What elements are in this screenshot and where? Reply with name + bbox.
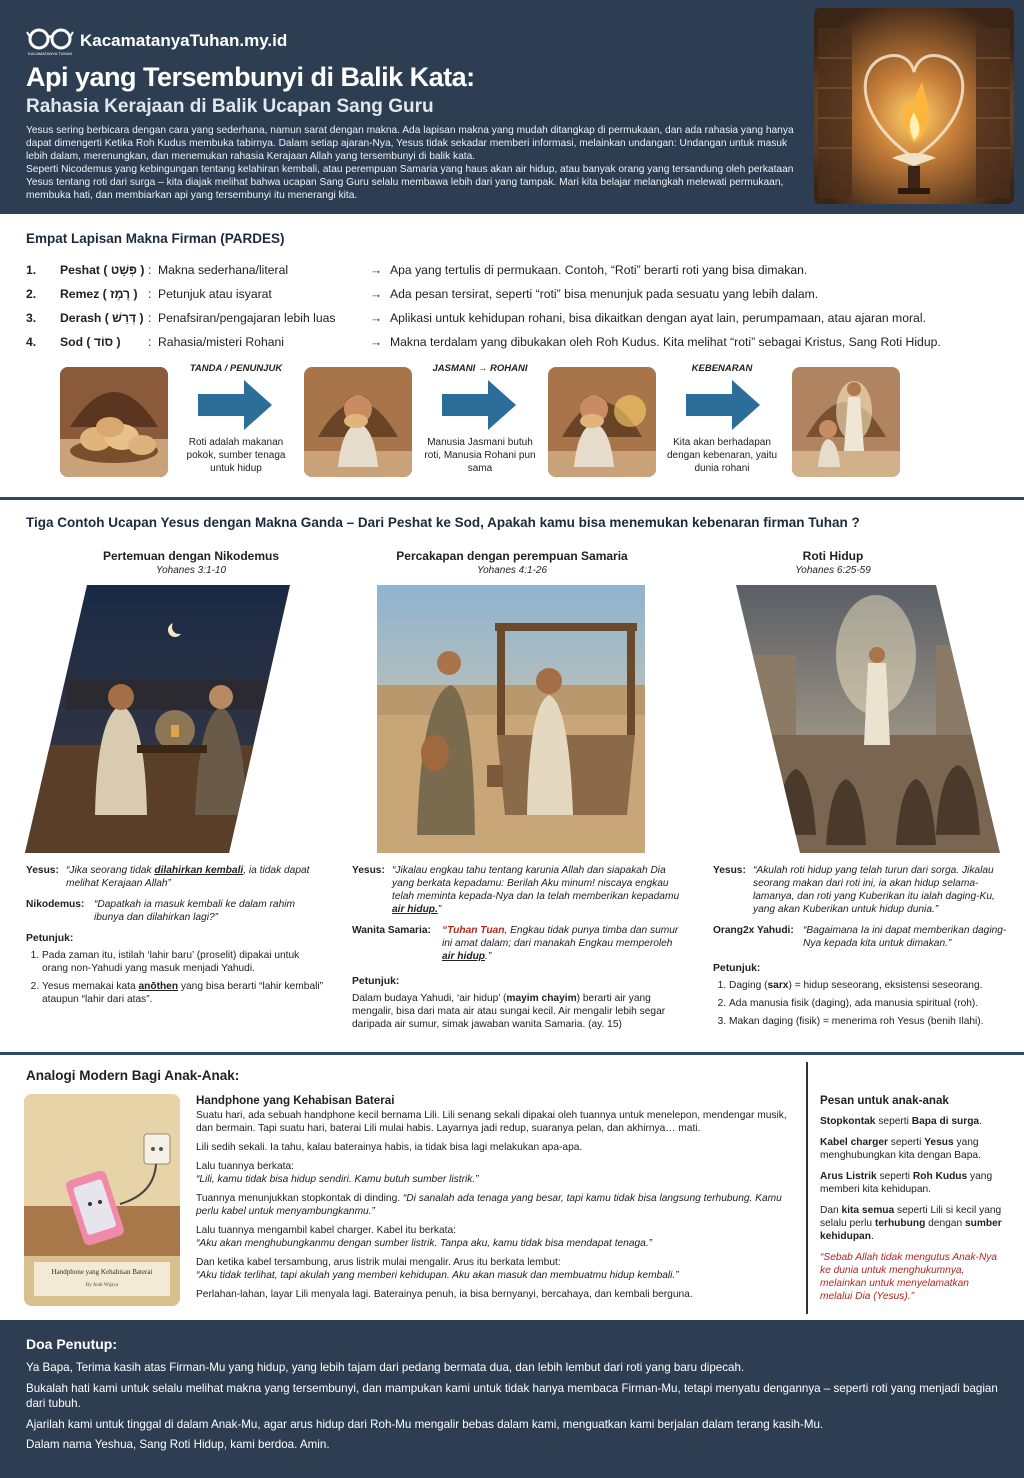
msg-part: seperti: [875, 1116, 912, 1127]
nicodemus-scene-image: [25, 585, 290, 853]
story-paragraph: [196, 1224, 800, 1250]
kids-message-verse: “Sebab Allah tidak mengutus Anak-Nya ke dunia untuk menghukumnya, melainkan untuk menyelamatkan melalui Dia (Yesus).”: [820, 1252, 998, 1302]
col2-title: Percakapan dengan perempuan Samaria: [396, 549, 628, 563]
pardes-example: Apa yang tertulis di permukaan. Contoh, “Roti” berarti roti yang bisa dimakan.: [390, 263, 808, 277]
msg-bold: Kabel charger: [820, 1137, 888, 1148]
quote-part: “Jika seorang tidak: [66, 865, 155, 876]
storybook-cover-image: [24, 1094, 180, 1306]
right-arrow-icon: →: [370, 263, 383, 277]
quote-part: .”: [485, 951, 492, 962]
story-quote: “Lili, kamu tidak bisa hidup sendiri. Kamu butuh sumber listrik.”: [196, 1174, 479, 1185]
hint-part: Dalam budaya Yahudi, ‘air hidup’ (: [352, 993, 507, 1004]
story-quote: “Aku akan menghubungkanmu dengan sumber listrik. Tanpa aku, kamu tidak bisa mendapat tenaga.”: [196, 1238, 653, 1249]
hint-part: Yesus memakai kata: [42, 981, 139, 992]
story-title: Handphone yang Kehabisan Baterai: [196, 1094, 395, 1107]
msg-part: Dan: [820, 1205, 842, 1216]
page-subtitle: Rahasia Kerajaan di Balik Ucapan Sang Guru: [26, 96, 434, 117]
prayer-title: Doa Penutup:: [26, 1336, 117, 1352]
hint-part: Daging (: [729, 980, 768, 991]
msg-part: .: [870, 1231, 874, 1242]
pardes-name: Remez ( רֶמֶז ): [60, 287, 138, 301]
story-quote: “Di sanalah ada tenaga yang besar, tapi kamu tidak bisa langsung terhubung. Kamu perlu kabel untuk menyambungkanmu.”: [196, 1193, 782, 1217]
quote-part: “Jikalau engkau tahu tentang karunia Allah dan siapakah Dia yang berkata kepadamu: Berilah Aku minum! niscaya engkau telah meminta kepada-Nya dan Ia telah memberikan kepadamu: [392, 865, 680, 902]
pardes-row-remez: 2. Remez ( רֶמֶז ) : Petunjuk atau isyarat → Ada pesan tersirat, seperti “roti” bisa menunjuk pada sesuatu yang lebih dalam.: [26, 284, 1006, 304]
step-title: KEBENARAN: [691, 363, 753, 374]
child-eating-bread-image: [304, 367, 412, 477]
step-desc: Kita akan berhadapan dengan kebenaran, yaitu dunia rohani: [666, 437, 778, 474]
story-text: [196, 1094, 800, 1307]
book-author-text: By Andi Wijaya: [85, 1283, 119, 1288]
story-paragraph: Suatu hari, ada sebuah handphone kecil bernama Lili. Lili senang sekali dipakai oleh tuannya untuk menelepon, mendengar musik, dan bermain. Tapi suatu hari, baterai Lili mulai habis. Layarnya jadi redup, suaranya pelan, dan akhirnya… mati.: [196, 1110, 787, 1134]
pardes-example: Ada pesan tersirat, seperti “roti” bisa menunjuk pada sesuatu yang lebih dalam.: [390, 287, 819, 301]
msg-part: seperti: [876, 1171, 913, 1182]
intro-text: [26, 124, 798, 202]
header-banner: [0, 0, 1024, 214]
intro-paragraph-2: Seperti Nicodemus yang kebingungan tentang kelahiran kembali, atau perempuan Samaria yang haus akan air hidup, atau banyak orang yang tersandung oleh perkataan Yesus tentang roti dari surga – kita diajak melihat bahwa ucapan Sang Guru selalu membawa lebih dari yang tampak. Mari kita belajar melangkah melewati permukaan, membuka hati, dan membiarkan api yang tersembunyi itu menerangi kita.: [26, 164, 794, 201]
hero-image-library-fire-heart: [814, 8, 1014, 204]
step-title: JASMANI → ROHANI: [432, 363, 528, 374]
pardes-row-peshat: 1. Peshat ( פְּשָׁט ) : Makna sederhana/literal → Apa yang tertulis di permukaan. Contoh, “Roti” berarti roti yang bisa dimakan.: [26, 260, 1006, 280]
hint-emphasis: sarx: [767, 980, 789, 991]
col3-dialog: [713, 864, 1009, 1033]
msg-bold: Arus Listrik: [820, 1171, 877, 1182]
step-desc: Manusia Jasmani butuh roti, Manusia Rohani pun sama: [424, 437, 536, 474]
speaker-label: Yesus:: [26, 865, 59, 876]
quote-text: “Dapatkah ia masuk kembali ke dalam rahim ibunya dan dilahirkan lagi?”: [94, 899, 296, 923]
story-paragraph: [196, 1160, 800, 1186]
msg-bold: kita semua: [841, 1205, 895, 1216]
msg-part: seperti Lili si kecil yang selalu perlu: [820, 1205, 1002, 1229]
hint-heading: Petunjuk:: [713, 963, 761, 974]
pardes-example: Aplikasi untuk kehidupan rohani, bisa dikaitkan dengan ayat lain, perumpamaan, atau ajaran moral.: [390, 311, 926, 325]
speaker-label: Yesus:: [713, 865, 746, 876]
hint-part: ) = hidup seseorang, eksistensi seseorang.: [788, 980, 983, 991]
section-divider: [0, 1052, 1024, 1055]
prayer-line: Ajarilah kami untuk tinggal di dalam Anak-Mu, agar arus hidup dari Roh-Mu mengalir bebas dalam kami, menguatkan kami berjalan dalam terang kasih-Mu.: [26, 1418, 824, 1431]
right-arrow-icon: →: [370, 311, 383, 325]
col2-dialog: [352, 864, 682, 1031]
step-title: TANDA / PENUNJUK: [189, 363, 283, 374]
pardes-num: 2.: [26, 287, 37, 301]
hint-part: yang bisa berarti “lahir kembali” ataupun “lahir dari atas”.: [42, 981, 324, 1005]
quote-part: , Engkau tidak punya timba dan sumur ini amat dalam; dari manakah Engkau memperoleh: [442, 925, 679, 949]
child-with-jesus-image: [792, 367, 900, 477]
msg-part: dengan: [925, 1218, 965, 1229]
story-part: Tuannya menunjukkan stopkontak di dinding.: [196, 1193, 403, 1204]
step-desc: Roti adalah makanan pokok, sumber tenaga untuk hidup: [186, 437, 286, 474]
msg-part: seperti: [887, 1137, 925, 1148]
msg-part: yang menghubungkan kita dengan Bapa.: [820, 1137, 981, 1161]
msg-bold: Yesus: [924, 1137, 954, 1148]
msg-bold: terhubung: [874, 1218, 926, 1229]
story-paragraph: [196, 1192, 800, 1218]
hint-heading: Petunjuk:: [26, 933, 74, 944]
pardes-name: Sod ( סוֹד ): [60, 335, 121, 349]
hint-item: [729, 979, 1009, 992]
hint-part: ) berarti air yang mengalir, bisa dari mata air atau sungai kecil. Air mengalir lebih segar daripada air sumur, simak jawaban wanita Samaria. (ay. 15): [352, 993, 666, 1030]
speaker-label: Orang2x Yahudi:: [713, 925, 794, 936]
msg-part: yang memberi kita kehidupan.: [820, 1171, 993, 1195]
story-quote: “Aku tidak terlihat, tapi akulah yang memberi kehidupan. Aku akan masuk dan membuatmu hidup kembali.”: [196, 1270, 679, 1281]
blue-right-arrow-icon: [686, 380, 760, 430]
speaker-label: Wanita Samaria:: [352, 925, 431, 936]
closing-prayer-section: [0, 1320, 1024, 1478]
pardes-example: Makna terdalam yang dibukakan oleh Roh Kudus. Kita melihat “roti” sebagai Kristus, Sang Roti Hidup.: [390, 335, 941, 349]
pardes-name: Derash ( דְּרַשׁ ): [60, 311, 144, 325]
pardes-name: Peshat ( פְּשָׁט ): [60, 263, 145, 277]
hint-item: [42, 980, 326, 1006]
blue-right-arrow-icon: [442, 380, 516, 430]
col1-ref: Yohanes 3:1-10: [155, 565, 227, 576]
section-divider: [0, 497, 1024, 500]
col1-title: Pertemuan dengan Nikodemus: [102, 549, 280, 563]
hint-item: 1. Pada zaman itu, istilah ‘lahir baru’ (proselit) dipakai untuk orang non-Yahudi yang masuk menjadi Yahudi.: [42, 949, 326, 975]
pardes-num: 1.: [26, 263, 37, 277]
bread-of-life-scene-image: [736, 585, 1000, 853]
kids-message-item: [820, 1204, 1002, 1243]
quote-emphasis: air hidup.: [392, 904, 438, 915]
pardes-desc: Makna sederhana/literal: [158, 263, 289, 277]
kids-message-item: [820, 1136, 1002, 1162]
intro-paragraph-1: Yesus sering berbicara dengan cara yang sederhana, namun sarat dengan makna. Ada lapisan makna yang mudah ditangkap di permukaan, dan ada rahasia yang hanya dapat dimengerti Ketika Roh Kudus membuka tabirnya. Dalam setiap ajaran-Nya, Yesus tidak sekadar memberi informasi, melainkan undangan: Undangan untuk masuk lebih dalam, merenungkan, dan menemukan rahasia Kerajaan Allah yang tersembunyi di balik kata.: [26, 125, 794, 162]
book-title-text: Handphone yang Kehabisan Baterai: [51, 1268, 153, 1276]
logo-text: KACAMATANYA TUHAN: [28, 51, 72, 56]
hint-emphasis: anōthen: [138, 981, 179, 992]
right-arrow-icon: →: [370, 335, 383, 349]
speaker-label: Yesus:: [352, 865, 385, 876]
pardes-row-derash: 3. Derash ( דְּרַשׁ ) : Penafsiran/pengajaran lebih luas → Aplikasi untuk kehidupan rohani, bisa dikaitkan dengan ayat lain, perumpamaan, atau ajaran moral.: [26, 308, 1006, 328]
site-link[interactable]: KacamatanyaTuhan.my.id: [80, 31, 288, 50]
prayer-line: Bukalah hati kami untuk selalu melihat makna yang tersembunyi, dan mampukan kami untuk tidak hanya membaca Firman-Mu, tetapi menyatu dengannya – seperti roti yang menjadi bagian dari tubuh.: [26, 1382, 998, 1410]
quote-part: , ia tidak dapat melihat Kerajaan Allah”: [66, 865, 310, 889]
msg-part: .: [979, 1116, 982, 1127]
msg-bold: Roh Kudus: [912, 1171, 968, 1182]
kids-message-panel: [820, 1094, 1002, 1311]
analogy-heading: Analogi Modern Bagi Anak-Anak:: [26, 1068, 240, 1083]
quote-emphasis: dilahirkan kembali: [154, 865, 244, 876]
kids-message-item: [820, 1115, 1002, 1128]
story-part: Lalu tuannya berkata:: [196, 1161, 294, 1172]
quote-emphasis: air hidup: [442, 951, 486, 962]
msg-bold: Stopkontak: [820, 1116, 876, 1127]
glasses-logo-icon: [26, 22, 74, 62]
blue-right-arrow-icon: [198, 380, 272, 430]
msg-bold: Bapa di surga: [911, 1116, 980, 1127]
quote-text: “Bagaimana Ia ini dapat memberikan daging-Nya kepada kita untuk dimakan.”: [803, 925, 1007, 949]
child-eating-bread-glow-image: [548, 367, 656, 477]
hint-item: 2. Ada manusia fisik (daging), ada manusia spiritual (roh).: [729, 997, 1009, 1010]
pardes-num: 3.: [26, 311, 37, 325]
kids-message-title: Pesan untuk anak-anak: [820, 1094, 949, 1107]
bread-image: [60, 367, 168, 477]
col3-title: Roti Hidup: [802, 549, 864, 563]
msg-bold: sumber kehidupan: [820, 1218, 1002, 1242]
story-paragraph: Lili sedih sekali. Ia tahu, kalau baterainya habis, ia tidak bisa lagi melakukan apa-apa.: [196, 1142, 583, 1153]
right-arrow-icon: →: [370, 287, 383, 301]
col2-ref: Yohanes 4:1-26: [476, 565, 548, 576]
quote-part: ”: [437, 904, 442, 915]
hint-heading: Petunjuk:: [352, 976, 400, 987]
pardes-desc: Penafsiran/pengajaran lebih luas: [158, 311, 336, 325]
quote-text: “Akulah roti hidup yang telah turun dari sorga. Jikalau seorang makan dari roti ini, ia akan hidup selama-lamanya, dan roti yang Kuberikan itu ialah daging-Ku, yang akan Kuberikan untuk hidup dunia.”: [753, 865, 995, 915]
kids-message-item: [820, 1170, 1002, 1196]
pardes-row-sod: 4. Sod ( סוֹד ) : Rahasia/misteri Rohani → Makna terdalam yang dibukakan oleh Roh Kudus. Kita melihat “roti” sebagai Kristus, Sang Roti Hidup.: [26, 332, 1006, 352]
samaritan-woman-scene-image: [377, 585, 645, 853]
hint-item: 3. Makan daging (fisik) = menerima roh Yesus (benih Ilahi).: [729, 1015, 1009, 1028]
hint-text: [352, 992, 682, 1031]
vertical-divider: [806, 1062, 808, 1314]
hint-emphasis: mayim chayim: [506, 993, 577, 1004]
story-paragraph: [196, 1256, 800, 1282]
examples-heading: Tiga Contoh Ucapan Yesus dengan Makna Ganda – Dari Peshat ke Sod, Apakah kamu bisa menemukan kebenaran firman Tuhan ?: [26, 515, 860, 530]
col1-dialog: [26, 864, 326, 1011]
pardes-num: 4.: [26, 335, 37, 349]
prayer-line: Dalam nama Yeshua, Sang Roti Hidup, kami berdoa. Amin.: [26, 1438, 330, 1451]
speaker-label: Nikodemus:: [26, 899, 85, 910]
story-part: Dan ketika kabel tersambung, arus listrik mulai mengalir. Arus itu berkata lembut:: [196, 1257, 561, 1268]
quote-correction: “Tuhan Tuan: [442, 925, 505, 936]
prayer-line: Ya Bapa, Terima kasih atas Firman-Mu yang hidup, yang lebih tajam dari pedang bermata dua, dan lebih lembut dari roti yang baru dipecah.: [26, 1361, 745, 1374]
pardes-desc: Petunjuk atau isyarat: [158, 287, 272, 301]
col3-ref: Yohanes 6:25-59: [795, 565, 871, 576]
story-part: Lalu tuannya mengambil kabel charger. Kabel itu berkata:: [196, 1225, 456, 1236]
pardes-heading: Empat Lapisan Makna Firman (PARDES): [26, 231, 285, 246]
pardes-desc: Rahasia/misteri Rohani: [158, 335, 284, 349]
page-title: Api yang Tersembunyi di Balik Kata:: [26, 62, 475, 92]
story-paragraph: Perlahan-lahan, layar Lili menyala lagi. Baterainya penuh, ia bisa bernyanyi, bercahaya, dan kembali berguna.: [196, 1289, 693, 1300]
